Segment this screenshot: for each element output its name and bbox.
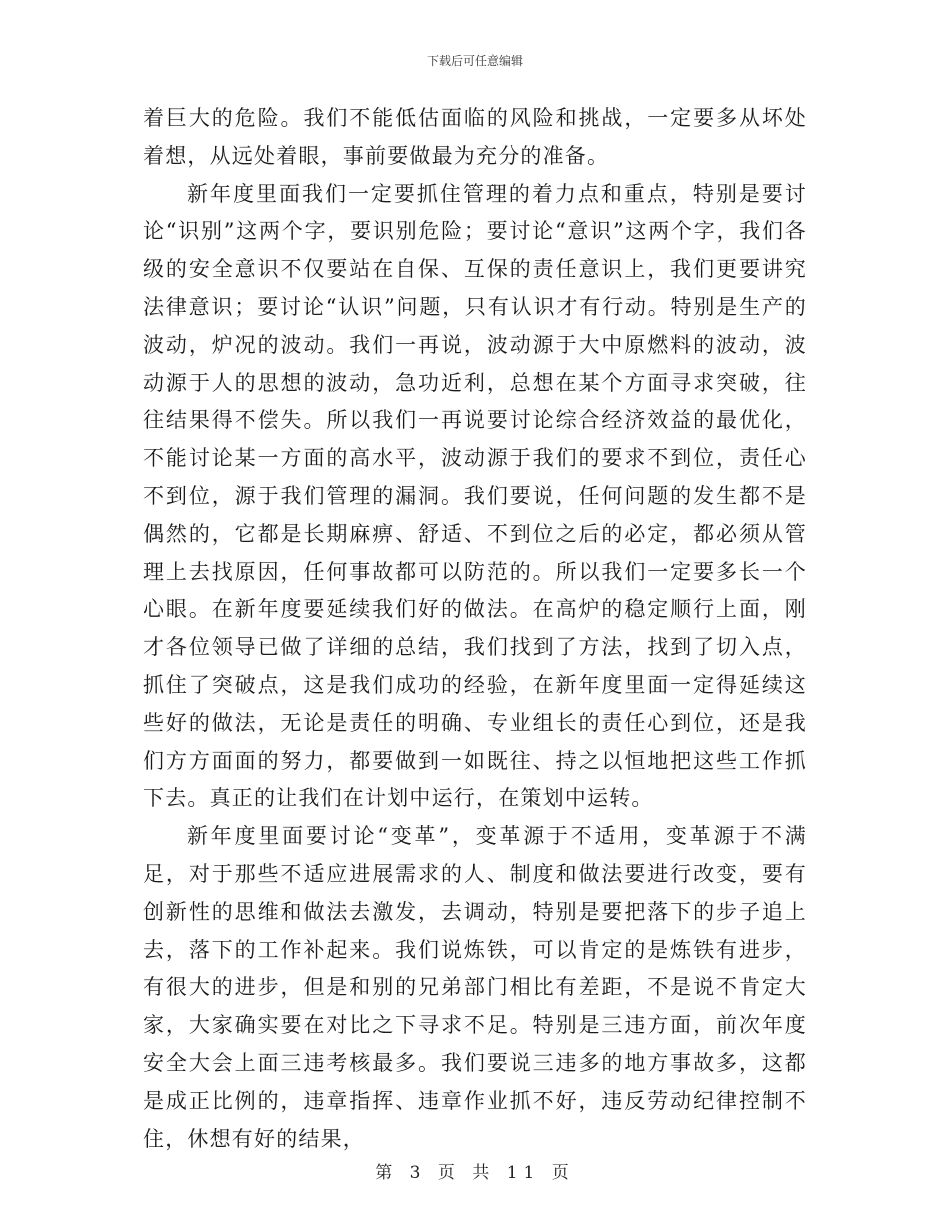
paragraph-1: 着巨大的危险。我们不能低估面临的风险和挑战，一定要多从坏处着想，从远处着眼，事前要做最为充分的准备。 bbox=[143, 106, 807, 168]
paragraph-2: 新年度里面我们一定要抓住管理的着力点和重点，特别是要讨论“识别”这两个字，要识别危险；要讨论“意识”这两个字，我们各级的安全意识不仅要站在自保、互保的责任意识上，我们更要讲究法律意识；要讨论“认识”问题，只有认识才有行动。特别是生产的波动，炉况的波动。我们一再说，波动源于大中原燃料的波动，波动源于人的思想的波动，急功近利，总想在某个方面寻求突破，往往结果得不偿失。所以我们一再说要讨论综合经济效益的最优化，不能讨论某一方面的高水平，波动源于我们的要求不到位，责任心不到位，源于我们管理的漏洞。我们要说，任何问题的发生都不是偶然的，它都是长期麻痹、舒适、不到位之后的必定，都必须从管理上去找原因，任何事故都可以防范的。所以我们一定要多长一个心眼。在新年度要延续我们好的做法。在高炉的稳定顺行上面，刚才各位领导已做了详细的总结，我们找到了方法，找到了切入点，抓住了突破点，这是我们成功的经验，在新年度里面一定得延续这些好的做法，无论是责任的明确、专业组长的责任心到位，还是我们方方面面的努力，都要做到一如既往、持之以恒地把这些工作抓下去。真正的让我们在计划中运行，在策划中运转。 bbox=[143, 181, 807, 811]
page-number: 第 3 页 共 11 页 bbox=[375, 1163, 575, 1183]
page-header-note: 下载后可任意编辑 bbox=[426, 54, 523, 68]
paragraph-3: 新年度里面要讨论“变革”，变革源于不适用，变革源于不满足，对于那些不适应进展需求的人、制度和做法要进行改变，要有创新性的思维和做法去激发，去调动，特别是要把落下的步子追上去，落下的工作补起来。我们说炼铁，可以肯定的是炼铁有进步，有很大的进步，但是和别的兄弟部门相比有差距，不是说不肯定大家，大家确实要在对比之下寻求不足。特别是三违方面，前次年度安全大会上面三违考核最多。我们要说三违多的地方事故多，这都是成正比例的，违章指挥、违章作业抓不好，违反劳动纪律控制不住，休想有好的结果， bbox=[143, 824, 807, 1151]
document-body bbox=[143, 100, 807, 1158]
